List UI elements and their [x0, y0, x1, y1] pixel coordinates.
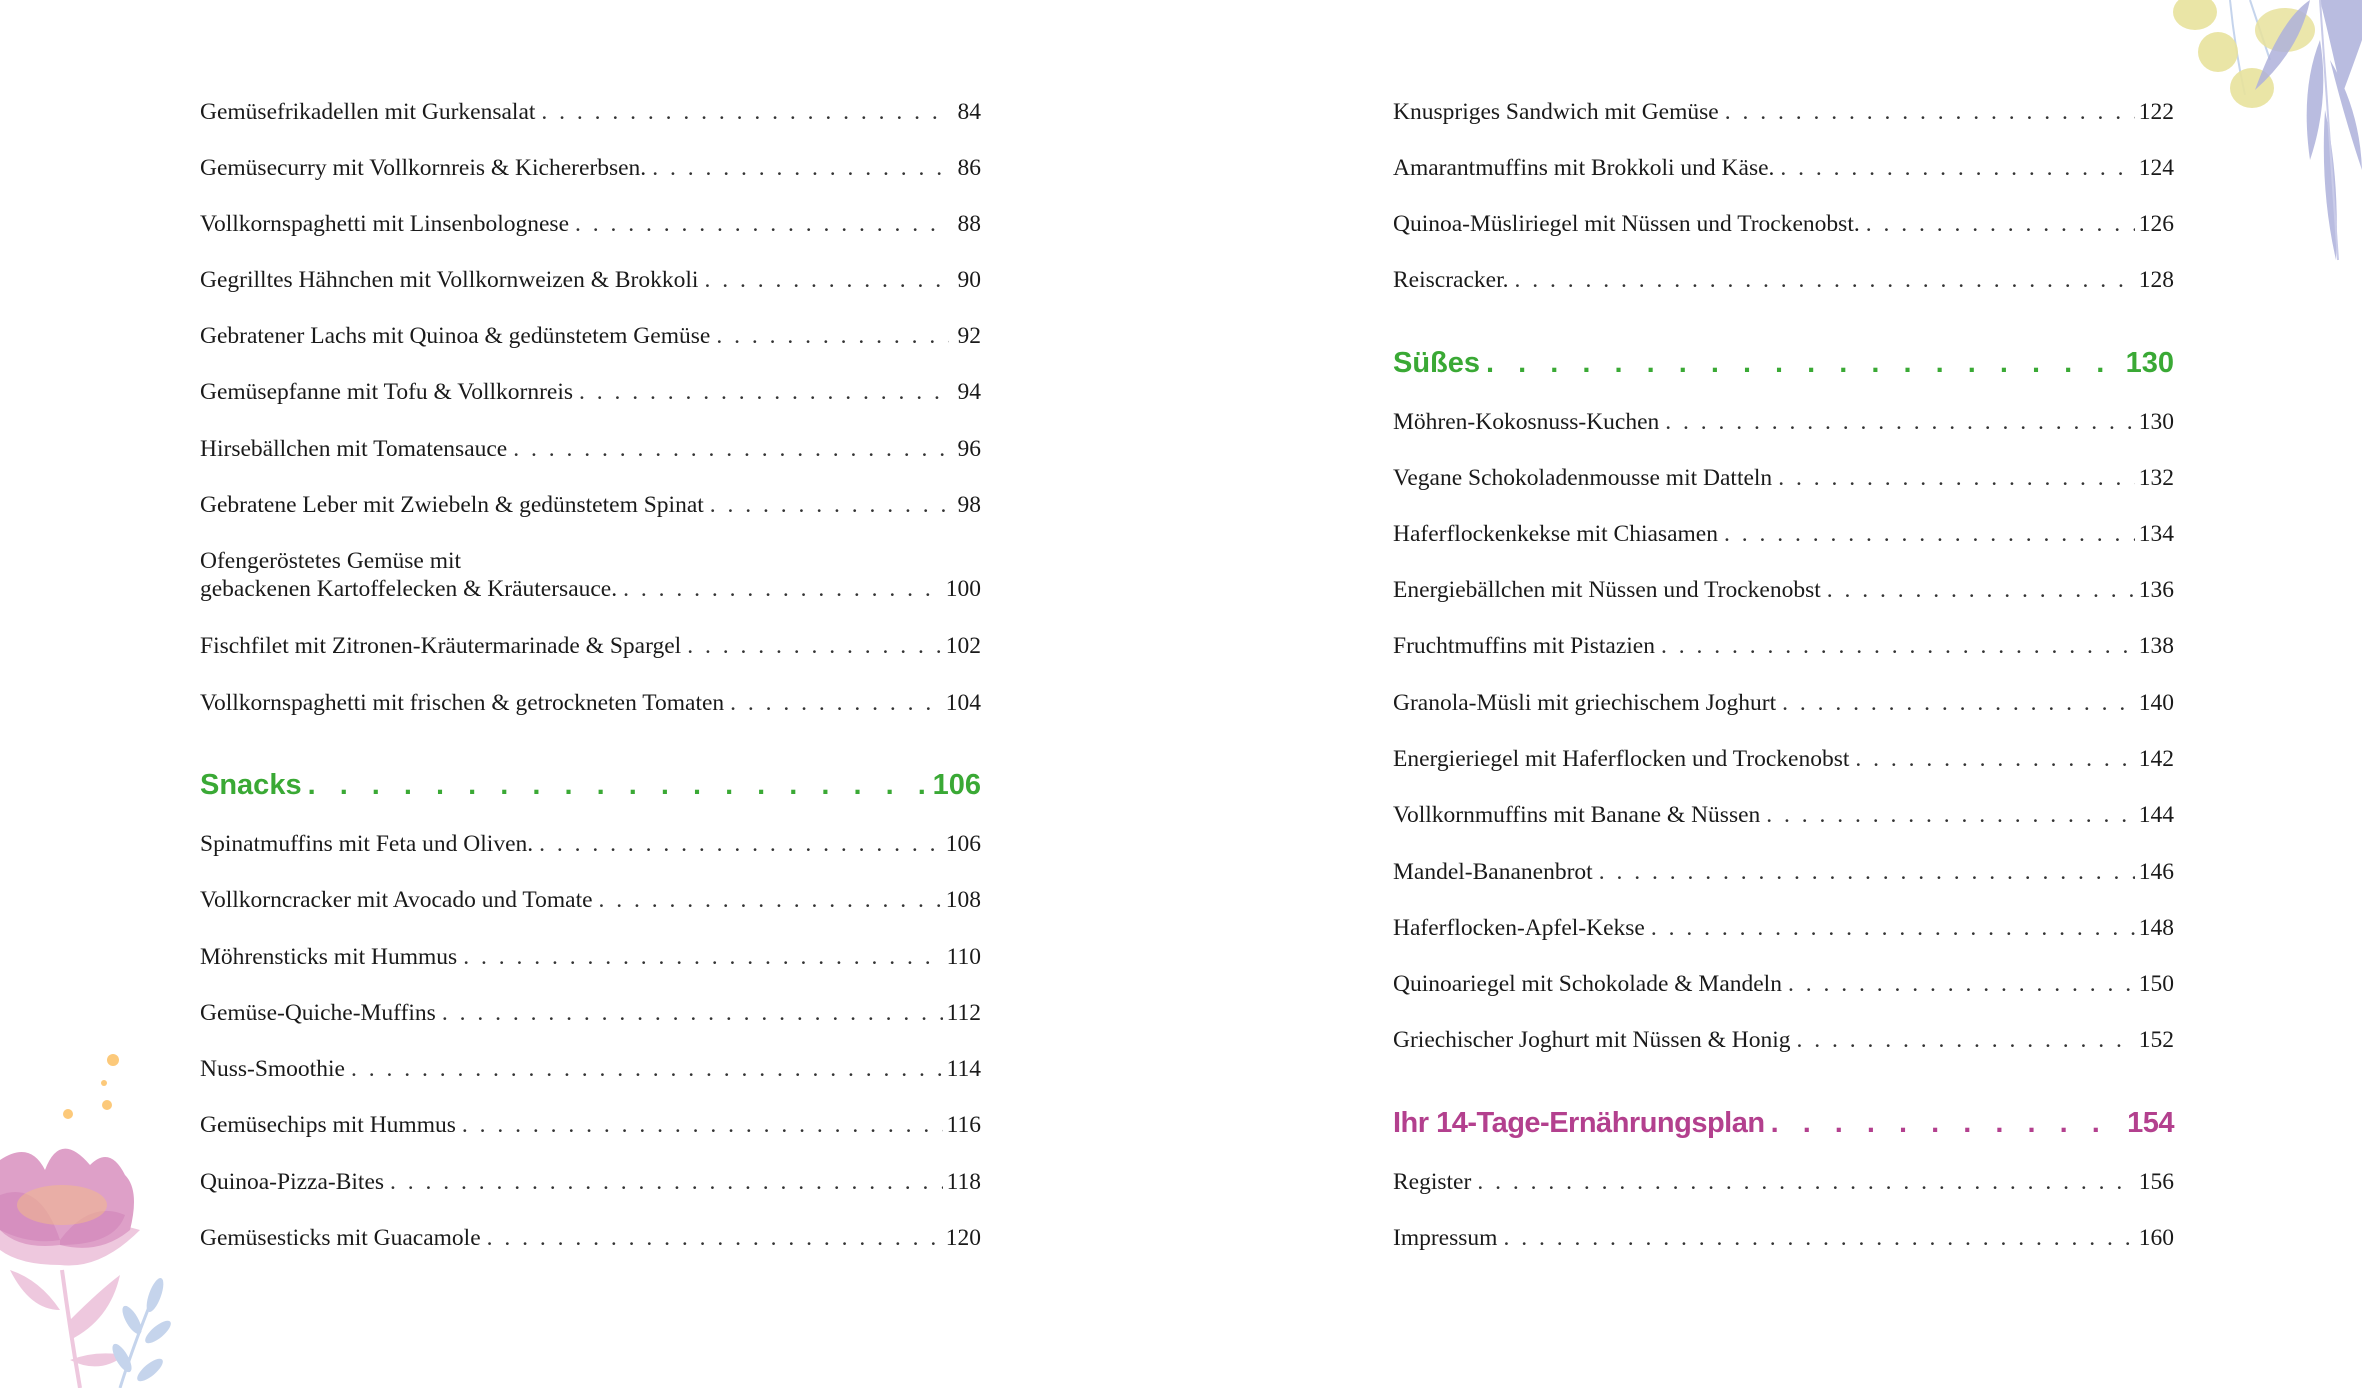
- leader-dots: [442, 999, 943, 1027]
- leader-dots: [599, 886, 942, 914]
- page-number: 86: [957, 155, 981, 181]
- page-number: 134: [2138, 521, 2174, 547]
- entry-title: Register: [1393, 1169, 1472, 1195]
- page-number: 118: [946, 1169, 981, 1195]
- page-number: 148: [2138, 915, 2174, 941]
- toc-entry-impressum[interactable]: [1393, 1224, 2174, 1252]
- leader-dots: [579, 378, 949, 406]
- page-number: 104: [945, 690, 981, 716]
- entry-title: Gemüsefrikadellen mit Gurkensalat: [200, 99, 536, 125]
- toc-entry[interactable]: [1393, 576, 2174, 604]
- page-number: 110: [946, 944, 981, 970]
- section-heading-suesses[interactable]: [1393, 346, 2174, 380]
- toc-entry[interactable]: [200, 632, 981, 660]
- toc-entry[interactable]: [200, 943, 981, 971]
- leader-dots: [1780, 154, 2134, 182]
- leader-dots: [652, 154, 949, 182]
- leader-dots: [351, 1055, 943, 1083]
- page-number: 138: [2138, 633, 2174, 659]
- page-number: 122: [2138, 99, 2174, 125]
- entry-title: Haferflockenkekse mit Chiasamen: [1393, 521, 1718, 547]
- page-number: 120: [945, 1225, 981, 1251]
- section-page-number: 106: [932, 769, 981, 801]
- leader-dots: [1503, 1224, 2134, 1252]
- leader-dots: [575, 210, 949, 238]
- section-title: Snacks: [200, 769, 302, 801]
- toc-entry[interactable]: [1393, 154, 2174, 182]
- leader-dots: [539, 830, 942, 858]
- page-number: 124: [2138, 155, 2174, 181]
- entry-title: Vollkorncracker mit Avocado und Tomate: [200, 887, 593, 913]
- flower-decoration-icon: [0, 1040, 200, 1388]
- toc-entry[interactable]: [1393, 210, 2174, 238]
- section-page-number: 154: [2127, 1107, 2174, 1139]
- page-number: 90: [957, 267, 981, 293]
- entry-title-line1: Ofengeröstetes Gemüse mit: [200, 548, 462, 574]
- leader-dots: [730, 689, 942, 717]
- toc-entry[interactable]: [1393, 408, 2174, 436]
- toc-entry[interactable]: [1393, 98, 2174, 126]
- page-number: 160: [2138, 1225, 2174, 1251]
- toc-entry[interactable]: [200, 689, 981, 717]
- leader-dots: [1855, 745, 2134, 773]
- page-number: 112: [946, 1000, 981, 1026]
- leader-dots: [1599, 858, 2135, 886]
- toc-entry[interactable]: [200, 1168, 981, 1196]
- toc-entry[interactable]: [200, 830, 981, 858]
- entry-title: Energiebällchen mit Nüssen und Trockenobst: [1393, 577, 1821, 603]
- leader-dots: [1651, 914, 2135, 942]
- page-number: 150: [2138, 971, 2174, 997]
- section-title: Ihr 14-Tage-Ernährungsplan: [1393, 1107, 1765, 1139]
- entry-title: Nuss-Smoothie: [200, 1056, 345, 1082]
- page-number: 108: [945, 887, 981, 913]
- page-number: 84: [957, 99, 981, 125]
- entry-title: Vollkornmuffins mit Banane & Nüssen: [1393, 802, 1761, 828]
- entry-title: Fischfilet mit Zitronen-Kräutermarinade & Spargel: [200, 633, 682, 659]
- leader-dots: [1514, 266, 2134, 294]
- toc-entry[interactable]: [1393, 1026, 2174, 1054]
- entry-title: Reiscracker.: [1393, 267, 1509, 293]
- leader-dots: [1724, 520, 2135, 548]
- toc-entry[interactable]: [200, 1111, 981, 1139]
- entry-title: Haferflocken-Apfel-Kekse: [1393, 915, 1645, 941]
- entry-title: Gemüsepfanne mit Tofu & Vollkornreis: [200, 379, 574, 405]
- toc-entry[interactable]: [200, 210, 981, 238]
- page-number: 142: [2138, 746, 2174, 772]
- entry-title: Gemüsecurry mit Vollkornreis & Kichererbsen.: [200, 155, 647, 181]
- leader-dots: [513, 435, 949, 463]
- toc-entry[interactable]: [1393, 801, 2174, 829]
- page-number: 152: [2138, 1027, 2174, 1053]
- toc-entry-register[interactable]: [1393, 1168, 2174, 1196]
- leader-dots: [710, 491, 949, 519]
- toc-entry[interactable]: [200, 491, 981, 519]
- entry-title: Gemüsesticks mit Guacamole: [200, 1225, 481, 1251]
- leader-dots: [463, 943, 942, 971]
- leader-dots: [1788, 970, 2135, 998]
- leader-dots: [462, 1111, 943, 1139]
- entry-title: Mandel-Bananenbrot: [1393, 859, 1593, 885]
- leader-dots: [1766, 801, 2134, 829]
- toc-entry[interactable]: [200, 547, 981, 603]
- entry-title: Gebratene Leber mit Zwiebeln & gedünstetem Spinat: [200, 492, 704, 518]
- leader-dots: [1796, 1026, 2134, 1054]
- entry-title: Hirsebällchen mit Tomatensauce: [200, 436, 508, 462]
- toc-entry[interactable]: [200, 322, 981, 350]
- toc-entry[interactable]: [200, 378, 981, 406]
- leader-dots: [704, 266, 949, 294]
- entry-title: Möhren-Kokosnuss-Kuchen: [1393, 409, 1660, 435]
- page-number: 132: [2138, 465, 2174, 491]
- page-number: 144: [2138, 802, 2174, 828]
- leader-dots: [1486, 346, 2122, 380]
- toc-entry[interactable]: [200, 154, 981, 182]
- page-number: 88: [957, 211, 981, 237]
- toc-entry[interactable]: [200, 1055, 981, 1083]
- entry-title: Spinatmuffins mit Feta und Oliven.: [200, 831, 534, 857]
- toc-entry[interactable]: [1393, 745, 2174, 773]
- page-number: 128: [2138, 267, 2174, 293]
- entry-title: Vollkornspaghetti mit Linsenbolognese: [200, 211, 570, 237]
- leader-dots: [487, 1224, 942, 1252]
- toc-entry[interactable]: [200, 1224, 981, 1252]
- leader-dots: [1477, 1168, 2134, 1196]
- entry-title: Gebratener Lachs mit Quinoa & gedünstetem Gemüse: [200, 323, 711, 349]
- section-title: Süßes: [1393, 347, 1481, 379]
- leader-dots: [1665, 408, 2134, 436]
- leader-dots: [1782, 689, 2135, 717]
- entry-title: Impressum: [1393, 1225, 1498, 1251]
- leader-dots: [687, 632, 942, 660]
- leader-dots: [716, 322, 949, 350]
- leader-dots: [623, 575, 942, 603]
- entry-title: Gemüse-Quiche-Muffins: [200, 1000, 436, 1026]
- entry-title: Möhrensticks mit Hummus: [200, 944, 458, 970]
- leader-dots: [541, 98, 949, 126]
- page-number: 140: [2138, 690, 2174, 716]
- section-page-number: 130: [2125, 347, 2174, 379]
- page-number: 102: [945, 633, 981, 659]
- entry-title: Quinoariegel mit Schokolade & Mandeln: [1393, 971, 1782, 997]
- page-number: 98: [957, 492, 981, 518]
- entry-title: Gegrilltes Hähnchen mit Vollkornweizen & Brokkoli: [200, 267, 699, 293]
- entry-title: Granola-Müsli mit griechischem Joghurt: [1393, 690, 1777, 716]
- leader-dots: [308, 768, 929, 802]
- page-number: 100: [945, 576, 981, 602]
- toc-entry[interactable]: [1393, 689, 2174, 717]
- entry-title: Quinoa-Pizza-Bites: [200, 1169, 385, 1195]
- page-number: 136: [2138, 577, 2174, 603]
- entry-title: Quinoa-Müsliriegel mit Nüssen und Trockenobst.: [1393, 211, 1860, 237]
- leader-dots: [1771, 1106, 2124, 1140]
- entry-title: [200, 547, 617, 603]
- leader-dots: [1725, 98, 2135, 126]
- toc-entry[interactable]: [200, 435, 981, 463]
- toc-entry[interactable]: [1393, 266, 2174, 294]
- page-number: 106: [945, 831, 981, 857]
- section-heading-ernaehrungsplan[interactable]: [1393, 1106, 2174, 1140]
- toc-entry[interactable]: [1393, 464, 2174, 492]
- entry-title: Vegane Schokoladenmousse mit Datteln: [1393, 465, 1773, 491]
- page-number: 156: [2138, 1169, 2174, 1195]
- leader-dots: [1778, 464, 2135, 492]
- toc-entry[interactable]: [200, 266, 981, 294]
- entry-title: Fruchtmuffins mit Pistazien: [1393, 633, 1655, 659]
- leaf-branch-decoration-icon: [2170, 0, 2362, 270]
- page-number: 92: [957, 323, 981, 349]
- entry-title: Gemüsechips mit Hummus: [200, 1112, 456, 1138]
- page-number: 126: [2138, 211, 2174, 237]
- entry-title: Vollkornspaghetti mit frischen & getrockneten Tomaten: [200, 690, 725, 716]
- leader-dots: [1661, 632, 2135, 660]
- page-number: 130: [2138, 409, 2174, 435]
- page-number: 116: [946, 1112, 981, 1138]
- entry-title-line2: gebackenen Kartoffelecken & Kräutersauce.: [200, 576, 618, 602]
- page-number: 96: [957, 436, 981, 462]
- page-number: 94: [957, 379, 981, 405]
- toc-entry[interactable]: [200, 886, 981, 914]
- toc-entry[interactable]: [1393, 632, 2174, 660]
- toc-entry[interactable]: [1393, 970, 2174, 998]
- toc-entry[interactable]: [200, 999, 981, 1027]
- page-number: 146: [2138, 859, 2174, 885]
- toc-entry[interactable]: [1393, 858, 2174, 886]
- toc-entry[interactable]: [1393, 914, 2174, 942]
- entry-title: Amarantmuffins mit Brokkoli und Käse.: [1393, 155, 1775, 181]
- entry-title: Griechischer Joghurt mit Nüssen & Honig: [1393, 1027, 1791, 1053]
- leader-dots: [390, 1168, 943, 1196]
- leader-dots: [1866, 210, 2135, 238]
- entry-title: Knuspriges Sandwich mit Gemüse: [1393, 99, 1719, 125]
- section-heading-snacks[interactable]: [200, 768, 981, 802]
- toc-entry[interactable]: [1393, 520, 2174, 548]
- page-number: 114: [946, 1056, 981, 1082]
- toc-entry[interactable]: [200, 98, 981, 126]
- entry-title: Energieriegel mit Haferflocken und Trockenobst: [1393, 746, 1850, 772]
- leader-dots: [1827, 576, 2135, 604]
